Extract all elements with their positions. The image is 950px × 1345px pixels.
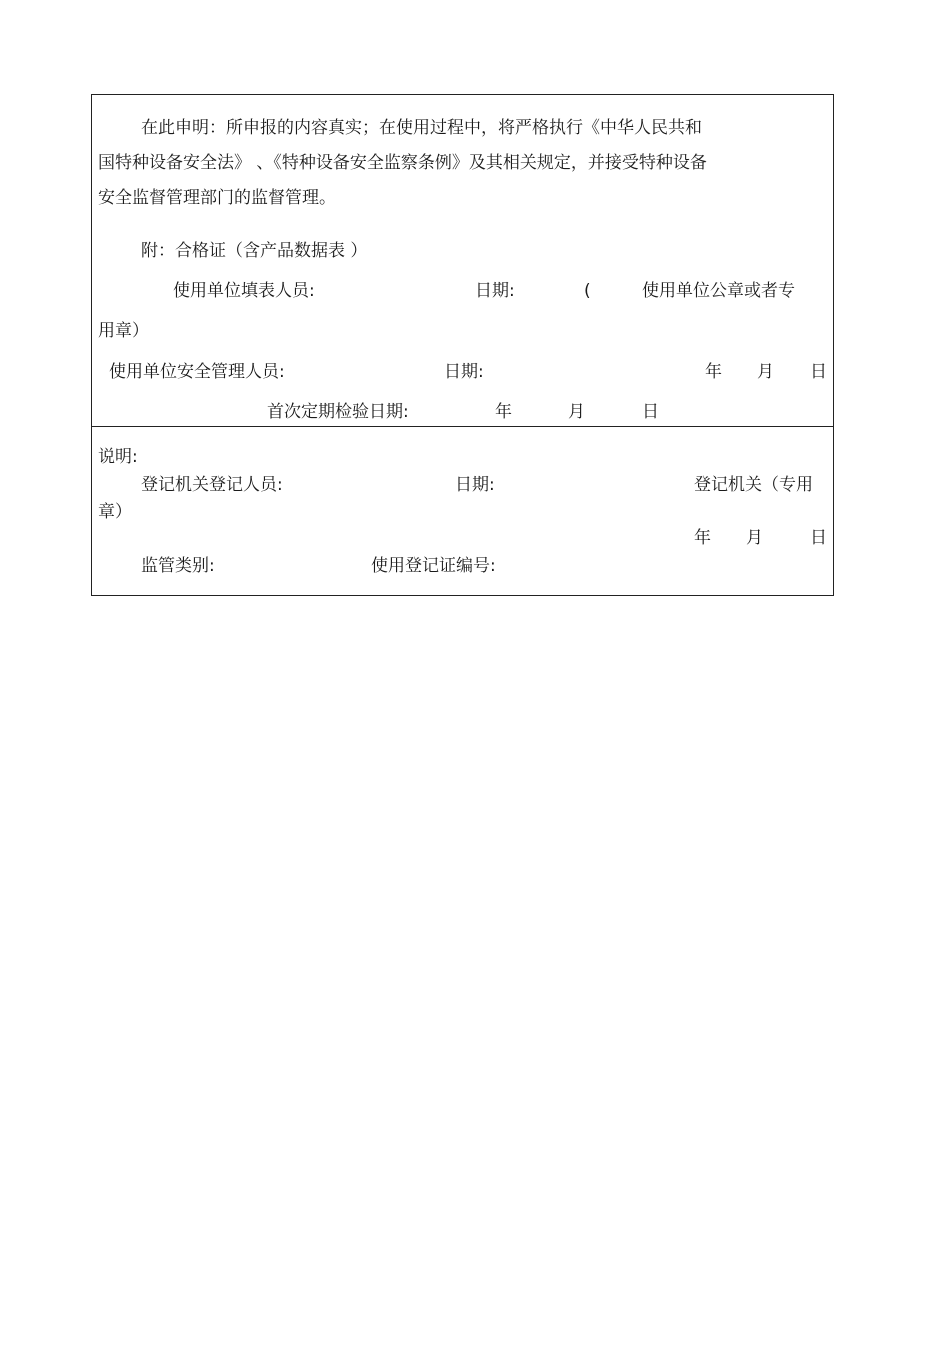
declaration-line-3: 安全监督管理部门的监督管理。 [98,188,336,208]
notes-heading: 说明: [98,447,138,467]
certificate-number-label: 使用登记证编号: [371,556,496,576]
section-divider [92,426,833,427]
registrar-label: 登记机关登记人员: [141,475,283,495]
notes-year-label: 年 [694,528,711,548]
filler-date-label: 日期: [475,281,515,301]
inspection-month-label: 月 [568,402,585,422]
year-label: 年 [705,362,722,382]
authority-seal-label: 登记机关（专用 [694,475,813,495]
category-label: 监管类别: [141,556,215,576]
seal-open-paren: ( [584,281,591,301]
month-label: 月 [757,362,774,382]
notes-day-label: 日 [810,528,827,548]
authority-seal-cont: 章） [98,502,132,522]
day-label: 日 [810,362,827,382]
inspection-year-label: 年 [495,402,512,422]
attachment-note: 附：合格证（含产品数据表 ） [141,241,368,261]
first-inspection-label: 首次定期检验日期: [267,402,409,422]
registration-form [91,94,834,596]
seal-text-cont: 用章） [98,321,149,341]
inspection-day-label: 日 [642,402,659,422]
declaration-line-2: 国特种设备安全法》 、《特种设备安全监察条例》及其相关规定，并接受特种设备 [98,153,707,173]
notes-month-label: 月 [746,528,763,548]
safety-manager-label: 使用单位安全管理人员: [109,362,285,382]
filler-label: 使用单位填表人员: [173,281,315,301]
registrar-date-label: 日期: [455,475,495,495]
declaration-line-1: 在此申明：所申报的内容真实；在使用过程中，将严格执行《中华人民共和 [141,118,702,138]
seal-text: 使用单位公章或者专 [642,281,795,301]
safety-date-label: 日期: [444,362,484,382]
